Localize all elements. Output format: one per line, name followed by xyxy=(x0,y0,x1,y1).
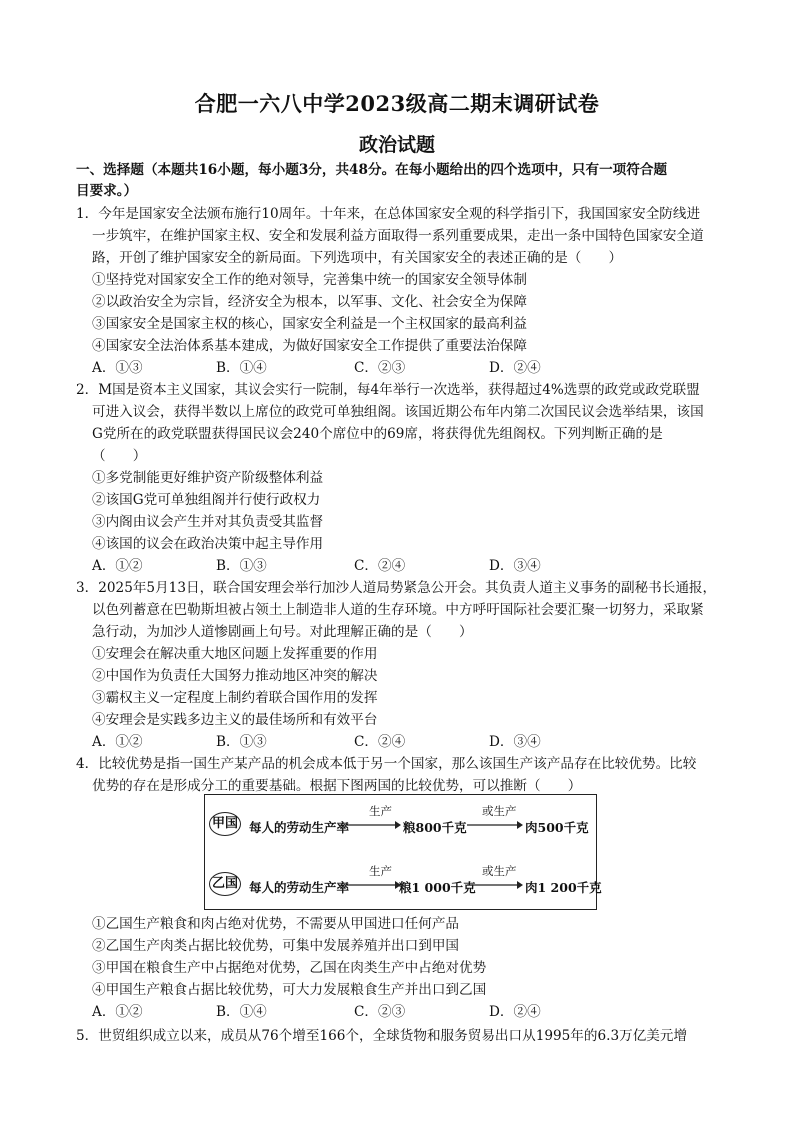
q4-item-1: ①乙国生产粮食和肉占绝对优势，不需要从甲国进口任何产品 xyxy=(92,916,460,932)
section-heading-line2: 目要求。） xyxy=(76,183,138,199)
q2-option-b[interactable]: B．①③ xyxy=(216,558,267,574)
country-a-grain: 粮800千克 xyxy=(403,820,467,835)
q4-stem-line1: 4．比较优势是指一国生产某产品的机会成本低于另一个国家，那么该国生产该产品存在比较优势。比较 xyxy=(76,756,697,772)
country-b-produce-label: 生产 xyxy=(369,864,392,878)
country-b-or-produce-label: 或生产 xyxy=(482,864,517,878)
q2-stem-line3: G党所在的政党联盟获得国民议会240个席位中的69席，将获得优先组阁权。下列判断正确的是 xyxy=(92,426,663,442)
exam-title: 合肥一六八中学2023级高二期末调研试卷 xyxy=(194,91,600,116)
q3-item-1: ①安理会在解决重大地区问题上发挥重要的作用 xyxy=(92,646,378,662)
q1-option-d[interactable]: D．②④ xyxy=(489,360,541,376)
section-heading-line1: 一、选择题（本题共16小题，每小题3分，共48分。在每小题给出的四个选项中，只有一项符合题 xyxy=(76,162,668,178)
q4-option-a[interactable]: A．①② xyxy=(92,1004,143,1020)
q2-item-3: ③内阁由议会产生并对其负责受其监督 xyxy=(92,514,324,530)
arrow-right-icon xyxy=(345,879,401,891)
q2-option-a[interactable]: A．①② xyxy=(92,558,143,574)
q1-stem-line2: 一步筑牢，在维护国家主权、安全和发展利益方面取得一系列重要成果，走出一条中国特色国家安全道 xyxy=(92,228,704,244)
q4-option-c[interactable]: C．②③ xyxy=(354,1004,406,1020)
country-b-badge: 乙国 xyxy=(209,872,241,896)
q2-stem-line1: 2．M国是资本主义国家，其议会实行一院制，每4年举行一次选举，获得超过4%选票的政党或政党联盟 xyxy=(76,382,700,398)
q1-option-b[interactable]: B．①④ xyxy=(216,360,267,376)
q2-item-2: ②该国G党可单独组阁并行使行政权力 xyxy=(92,492,321,508)
country-b-rate-label: 每人的劳动生产率 xyxy=(249,880,350,895)
q2-stem-line4: （ ） xyxy=(92,448,147,464)
q3-item-2: ②中国作为负责任大国努力推动地区冲突的解决 xyxy=(92,668,378,684)
q4-option-d[interactable]: D．②④ xyxy=(489,1004,541,1020)
q3-item-4: ④安理会是实践多边主义的最佳场所和有效平台 xyxy=(92,712,378,728)
q1-option-c[interactable]: C．②③ xyxy=(354,360,406,376)
q2-option-c[interactable]: C．②④ xyxy=(354,558,406,574)
q2-item-4: ④该国的议会在政治决策中起主导作用 xyxy=(92,536,324,552)
country-a-produce-label: 生产 xyxy=(369,804,392,818)
q1-item-1: ①坚持党对国家安全工作的绝对领导，完善集中统一的国家安全领导体制 xyxy=(92,272,527,288)
country-a-meat: 肉500千克 xyxy=(525,820,589,835)
q2-item-1: ①多党制能更好维护资产阶级整体利益 xyxy=(92,470,324,486)
q3-stem-line2: 以色列蓄意在巴勒斯坦被占领土上制造非人道的生存环境。中方呼吁国际社会要汇聚一切努力，采取紧 xyxy=(92,602,704,618)
q4-item-2: ②乙国生产肉类占据比较优势，可集中发展养殖并出口到甲国 xyxy=(92,938,460,954)
country-a-or-produce-label: 或生产 xyxy=(482,804,517,818)
q1-item-4: ④国家安全法治体系基本建成，为做好国家安全工作提供了重要法治保障 xyxy=(92,338,527,354)
q5-stem-line1: 5．世贸组织成立以来，成员从76个增至166个，全球货物和服务贸易出口从1995年的6.3万亿美元增 xyxy=(76,1028,688,1044)
arrow-right-icon xyxy=(467,879,523,891)
q4-option-b[interactable]: B．①④ xyxy=(216,1004,267,1020)
q2-option-d[interactable]: D．③④ xyxy=(489,558,541,574)
country-b-grain: 粮1 000千克 xyxy=(399,880,476,895)
q3-option-c[interactable]: C．②④ xyxy=(354,734,406,750)
country-b-meat: 肉1 200千克 xyxy=(525,880,602,895)
q2-stem-line2: 可进入议会，获得半数以上席位的政党可单独组阁。该国近期公布年内第二次国民议会选举结果，该国 xyxy=(92,404,704,420)
q3-option-a[interactable]: A．①② xyxy=(92,734,143,750)
q4-item-4: ④甲国生产粮食占据比较优势，可大力发展粮食生产并出口到乙国 xyxy=(92,982,487,998)
arrow-right-icon xyxy=(467,819,523,831)
q4-stem-line2: 优势的存在是形成分工的重要基础。根据下图两国的比较优势，可以推断（ ） xyxy=(92,778,582,794)
q4-item-3: ③甲国在粮食生产中占据绝对优势，乙国在肉类生产中占绝对优势 xyxy=(92,960,487,976)
q1-option-a[interactable]: A．①③ xyxy=(92,360,143,376)
country-a-badge: 甲国 xyxy=(209,812,241,836)
q3-option-b[interactable]: B．①③ xyxy=(216,734,267,750)
arrow-right-icon xyxy=(345,819,401,831)
q1-item-2: ②以政治安全为宗旨，经济安全为根本，以军事、文化、社会安全为保障 xyxy=(92,294,527,310)
q1-stem-line1: 1．今年是国家安全法颁布施行10周年。十年来，在总体国家安全观的科学指引下，我国国家安全防线进 xyxy=(76,206,701,222)
q1-stem-line3: 路，开创了维护国家安全的新局面。下列选项中，有关国家安全的表述正确的是（ ） xyxy=(92,250,623,266)
comparative-advantage-diagram xyxy=(204,794,602,910)
country-a-rate-label: 每人的劳动生产率 xyxy=(249,820,350,835)
q1-item-3: ③国家安全是国家主权的核心，国家安全利益是一个主权国家的最高利益 xyxy=(92,316,527,332)
q3-stem-line3: 急行动，为加沙人道惨剧画上句号。对此理解正确的是（ ） xyxy=(92,624,473,640)
exam-subtitle: 政治试题 xyxy=(358,134,435,156)
q3-item-3: ③霸权主义一定程度上制约着联合国作用的发挥 xyxy=(92,690,378,706)
q3-option-d[interactable]: D．③④ xyxy=(489,734,541,750)
q3-stem-line1: 3．2025年5月13日，联合国安理会举行加沙人道局势紧急公开会。其负责人道主义事务的副秘书长通报， xyxy=(76,580,717,596)
